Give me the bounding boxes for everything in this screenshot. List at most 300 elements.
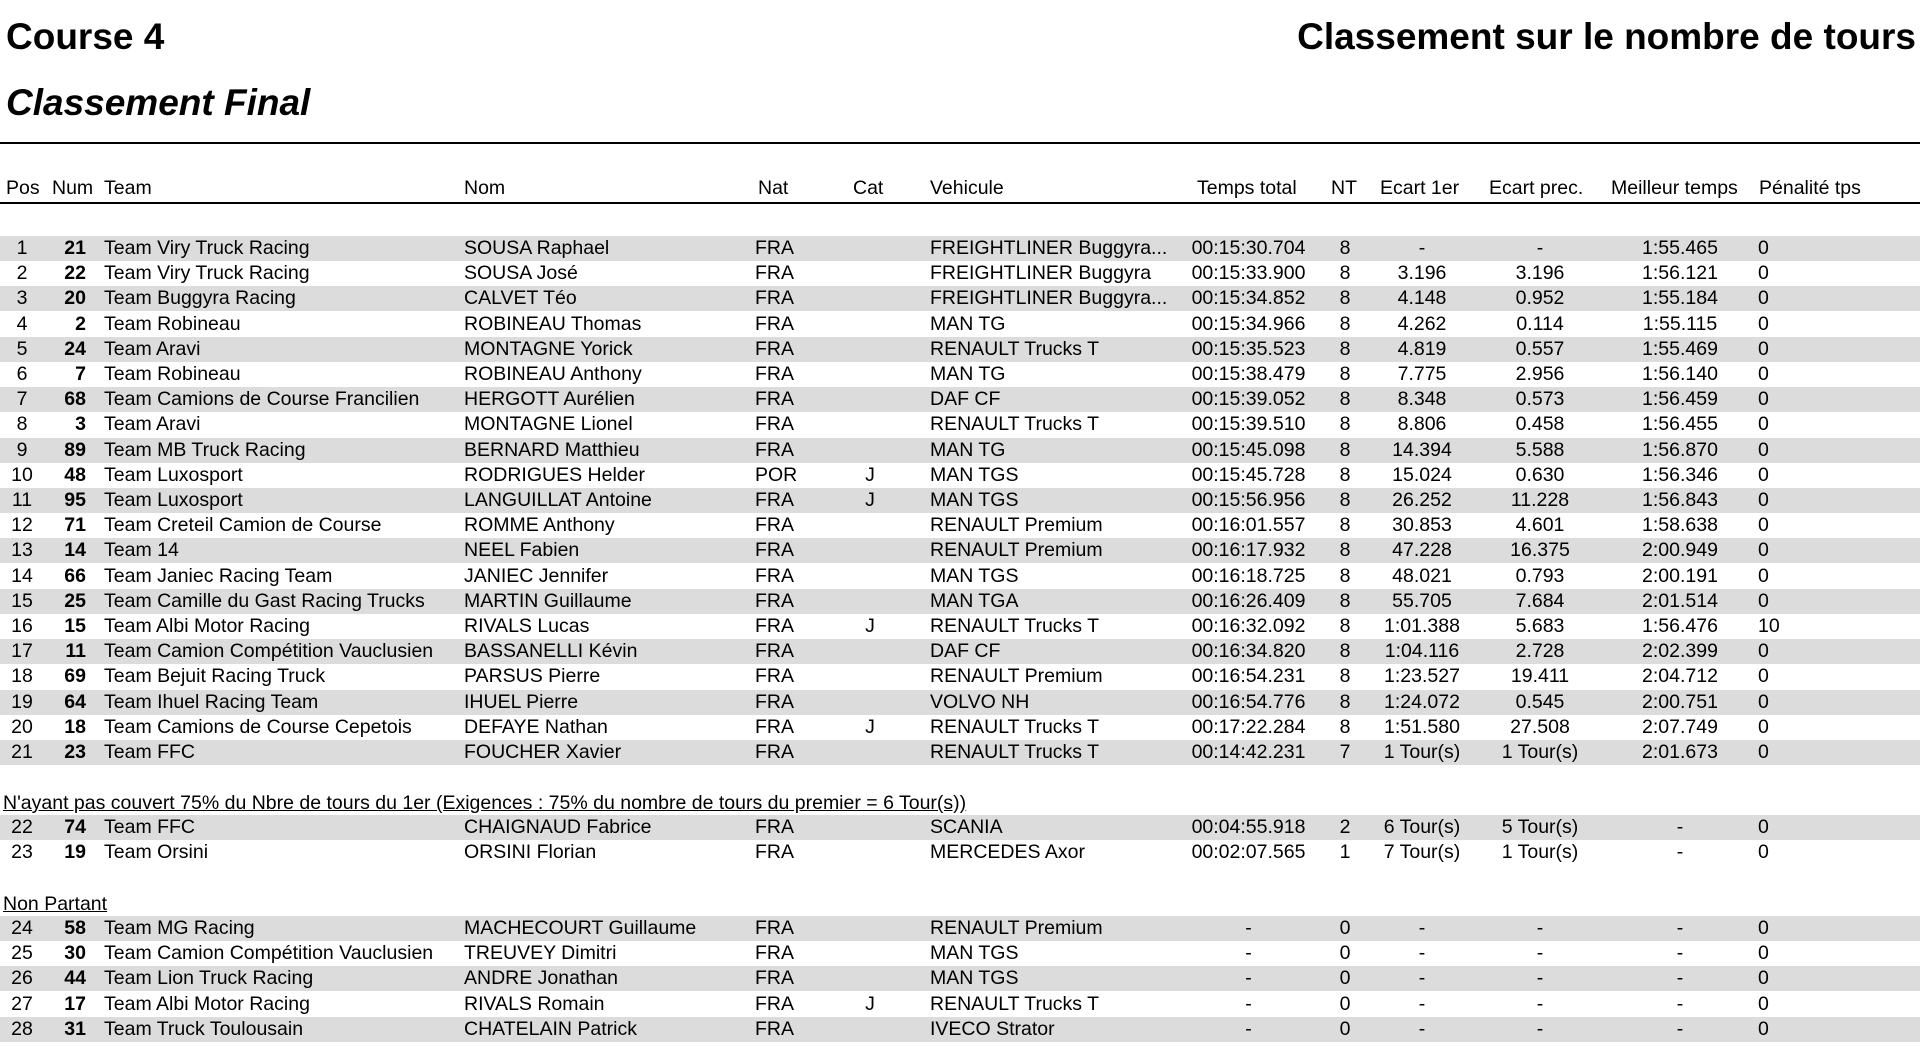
gap-first-cell: 6 Tour(s) [1383,816,1461,838]
driver-name-cell: DEFAYE Nathan [464,715,608,738]
team-cell: Team Albi Motor Racing [104,615,310,637]
car-number-cell: 58 [64,917,86,939]
gap-first-cell: - [1418,992,1426,1015]
team-cell: Team Camions de Course Cepetois [104,715,412,738]
gap-first-cell: 4.262 [1397,312,1447,335]
vehicle-cell: MAN TGA [930,589,1019,612]
table-row [0,387,1920,412]
table-row [0,639,1920,664]
nationality-cell: FRA [755,438,794,461]
classification-type: Classement sur le nombre de tours [1297,16,1916,57]
position-cell: 1 [16,237,28,259]
non-partant-label: Non Partant [3,893,108,915]
team-cell: Team Bejuit Racing Truck [104,665,326,688]
driver-name-cell: MONTAGNE Yorick [464,337,633,360]
gap-previous-cell: 5 Tour(s) [1501,816,1579,838]
team-cell: Team Creteil Camion de Course [104,514,382,537]
gap-previous-cell: 1 Tour(s) [1501,841,1579,864]
gap-previous-cell: 0.952 [1515,287,1565,310]
position-cell: 28 [11,1017,33,1040]
total-time-cell: 00:16:32.092 [1191,615,1306,637]
position-cell: 13 [11,539,33,562]
car-number-cell: 71 [64,514,86,537]
vehicle-cell: DAF CF [930,388,1001,411]
table-row [0,538,1920,563]
gap-previous-cell: 2.728 [1515,640,1565,663]
position-cell: 4 [16,312,28,335]
col-header-nt: NT [1331,177,1357,199]
nationality-cell: FRA [755,917,794,939]
vehicle-cell: FREIGHTLINER Buggyra [930,262,1152,285]
gap-first-cell: 14.394 [1392,438,1452,461]
table-row [0,236,1920,261]
driver-name-cell: CHAIGNAUD Fabrice [464,816,652,838]
gap-first-cell: 1 Tour(s) [1383,741,1461,763]
best-time-cell: - [1676,942,1684,965]
team-cell: Team MG Racing [104,917,255,939]
nationality-cell: FRA [755,690,794,713]
gap-first-cell: 7.775 [1397,363,1447,385]
nationality-cell: FRA [755,741,794,763]
col-header-cat: Cat [853,177,884,199]
nationality-cell: FRA [755,816,794,838]
driver-name-cell: ROMME Anthony [464,514,615,537]
gap-first-cell: 4.148 [1397,287,1447,310]
gap-first-cell: 1:23.527 [1384,665,1460,688]
car-number-cell: 44 [64,967,86,990]
laps-cell: 7 [1339,741,1351,763]
vehicle-cell: RENAULT Premium [930,665,1103,688]
table-row [0,916,1920,941]
total-time-cell: 00:16:01.557 [1191,514,1306,537]
position-cell: 3 [16,287,28,310]
position-cell: 8 [16,413,28,436]
position-cell: 9 [16,438,28,461]
page-subtitle: Classement Final [6,82,311,123]
team-cell: Team FFC [104,741,196,763]
total-time-cell: 00:16:54.231 [1191,665,1306,688]
col-header-penalite: Pénalité tps [1759,177,1861,199]
col-header-pos: Pos [6,177,40,199]
vehicle-cell: MAN TGS [930,564,1019,587]
col-header-ecart-1er: Ecart 1er [1380,177,1460,199]
gap-first-cell: 26.252 [1392,489,1452,511]
driver-name-cell: RIVALS Romain [464,992,605,1015]
laps-cell: 8 [1339,615,1351,637]
nationality-cell: FRA [755,363,794,385]
total-time-cell: 00:02:07.565 [1191,841,1306,864]
vehicle-cell: MAN TGS [930,967,1019,990]
table-row [0,488,1920,513]
laps-cell: 8 [1339,438,1351,461]
car-number-cell: 18 [64,715,86,738]
gap-previous-cell: 0.557 [1515,337,1565,360]
penalty-cell: 0 [1758,967,1769,990]
gap-first-cell: 48.021 [1392,564,1452,587]
laps-cell: 0 [1339,967,1351,990]
gap-previous-cell: 0.793 [1515,564,1565,587]
col-header-vehicule: Vehicule [930,177,1004,199]
penalty-cell: 0 [1758,463,1769,486]
nationality-cell: FRA [755,665,794,688]
laps-cell: 8 [1339,489,1351,511]
gap-previous-cell: - [1536,917,1544,939]
penalty-cell: 0 [1758,690,1769,713]
best-time-cell: 1:55.184 [1642,287,1718,310]
best-time-cell: 1:55.465 [1642,237,1718,259]
car-number-cell: 20 [64,287,86,310]
nationality-cell: FRA [755,992,794,1015]
nationality-cell: FRA [755,514,794,537]
position-cell: 25 [11,942,33,965]
penalty-cell: 0 [1758,287,1769,310]
total-time-cell: 00:16:17.932 [1191,539,1306,562]
laps-cell: 8 [1339,262,1351,285]
table-row [0,589,1920,614]
driver-name-cell: RIVALS Lucas [464,615,590,637]
team-cell: Team Luxosport [104,489,243,511]
gap-previous-cell: 5.588 [1515,438,1565,461]
position-cell: 15 [11,589,33,612]
vehicle-cell: RENAULT Trucks T [930,715,1100,738]
position-cell: 23 [11,841,33,864]
total-time-cell: - [1245,942,1252,965]
nationality-cell: FRA [755,564,794,587]
laps-cell: 8 [1339,640,1351,663]
driver-name-cell: MACHECOURT Guillaume [464,917,697,939]
team-cell: Team Camille du Gast Racing Trucks [104,589,425,612]
laps-cell: 8 [1339,665,1351,688]
penalty-cell: 0 [1758,237,1769,259]
gap-first-cell: 1:01.388 [1384,615,1460,637]
table-row [0,261,1920,286]
table-row [0,966,1920,991]
total-time-cell: 00:15:35.523 [1191,337,1306,360]
driver-name-cell: FOUCHER Xavier [464,741,622,763]
penalty-cell: 10 [1758,615,1780,637]
team-cell: Team Camion Compétition Vauclusien [104,942,434,965]
position-cell: 24 [11,917,33,939]
best-time-cell: - [1676,841,1684,864]
gap-previous-cell: 0.458 [1515,413,1565,436]
gap-previous-cell: 27.508 [1510,715,1570,738]
gap-previous-cell: 0.114 [1516,312,1564,335]
penalty-cell: 0 [1758,363,1769,385]
car-number-cell: 11 [65,640,86,663]
vehicle-cell: RENAULT Premium [930,917,1103,939]
laps-cell: 8 [1339,287,1351,310]
total-time-cell: 00:15:34.852 [1191,287,1306,310]
nationality-cell: FRA [755,262,794,285]
position-cell: 11 [11,489,33,511]
penalty-cell: 0 [1758,438,1769,461]
driver-name-cell: MONTAGNE Lionel [464,413,633,436]
laps-cell: 8 [1339,388,1351,411]
nationality-cell: FRA [755,312,794,335]
gap-previous-cell: 19.411 [1510,665,1570,688]
course-title: Course 4 [6,16,165,57]
vehicle-cell: RENAULT Trucks T [930,615,1100,637]
car-number-cell: 22 [64,262,86,285]
team-cell: Team Camion Compétition Vauclusien [104,640,434,663]
gap-first-cell: 47.228 [1392,539,1452,562]
driver-name-cell: RODRIGUES Helder [464,463,645,486]
table-row [0,992,1920,1017]
vehicle-cell: FREIGHTLINER Buggyra... [930,237,1168,259]
penalty-cell: 0 [1758,715,1769,738]
nationality-cell: FRA [755,841,794,864]
best-time-cell: 2:00.191 [1642,564,1718,587]
car-number-cell: 48 [64,463,86,486]
table-row [0,840,1920,865]
gap-first-cell: - [1418,942,1426,965]
nationality-cell: FRA [755,237,794,259]
gap-previous-cell: - [1536,967,1544,990]
team-cell: Team Lion Truck Racing [104,967,314,990]
penalty-cell: 0 [1758,841,1769,864]
table-row [0,941,1920,966]
team-cell: Team Robineau [104,312,241,335]
total-time-cell: 00:15:45.728 [1191,463,1306,486]
nationality-cell: FRA [755,539,794,562]
best-time-cell: 1:55.115 [1642,312,1718,335]
team-cell: Team Camions de Course Francilien [104,388,420,411]
vehicle-cell: RENAULT Premium [930,514,1103,537]
total-time-cell: 00:14:42.231 [1191,741,1306,763]
nationality-cell: FRA [755,388,794,411]
vehicle-cell: SCANIA [930,816,1003,838]
team-cell: Team FFC [104,816,196,838]
car-number-cell: 7 [75,363,86,385]
top-divider [0,142,1920,144]
laps-cell: 8 [1339,237,1351,259]
total-time-cell: 00:15:56.956 [1191,489,1306,511]
position-cell: 17 [11,640,33,663]
penalty-cell: 0 [1758,741,1769,763]
penalty-cell: 0 [1758,640,1769,663]
penalty-cell: 0 [1758,388,1769,411]
driver-name-cell: TREUVEY Dimitri [464,942,617,965]
car-number-cell: 3 [75,413,86,436]
position-cell: 27 [11,992,33,1015]
table-row [0,690,1920,715]
car-number-cell: 24 [64,337,86,360]
best-time-cell: 1:56.121 [1642,262,1718,285]
position-cell: 14 [11,564,33,587]
nationality-cell: FRA [755,287,794,310]
position-cell: 18 [11,665,33,688]
driver-name-cell: BERNARD Matthieu [464,438,640,461]
car-number-cell: 89 [64,438,86,461]
total-time-cell: - [1245,1017,1252,1040]
best-time-cell: - [1676,992,1684,1015]
car-number-cell: 19 [64,841,86,864]
gap-previous-cell: 11.228 [1510,489,1570,511]
vehicle-cell: MAN TG [930,312,1006,335]
penalty-cell: 0 [1758,262,1769,285]
team-cell: Team Viry Truck Racing [104,237,310,259]
team-cell: Team Orsini [104,841,209,864]
total-time-cell: - [1245,992,1252,1015]
gap-first-cell: 15.024 [1392,463,1452,486]
best-time-cell: - [1676,967,1684,990]
table-row [0,564,1920,589]
nationality-cell: FRA [755,967,794,990]
total-time-cell: - [1245,917,1252,939]
team-cell: Team Ihuel Racing Team [104,690,319,713]
gap-first-cell: 1:04.116 [1384,640,1460,663]
penalty-cell: 0 [1758,665,1769,688]
driver-name-cell: IHUEL Pierre [464,690,579,713]
gap-first-cell: 4.819 [1397,337,1447,360]
driver-name-cell: HERGOTT Aurélien [464,388,635,411]
position-cell: 7 [16,388,28,411]
team-cell: Team Buggyra Racing [104,287,296,310]
gap-previous-cell: 16.375 [1510,539,1570,562]
position-cell: 26 [11,967,33,990]
position-cell: 6 [16,363,28,385]
penalty-cell: 0 [1758,1017,1769,1040]
vehicle-cell: MAN TGS [930,463,1019,486]
team-cell: Team 14 [104,539,179,562]
best-time-cell: - [1676,816,1684,838]
best-time-cell: 2:07.749 [1642,715,1718,738]
gap-previous-cell: 0.545 [1515,690,1565,713]
best-time-cell: 2:01.673 [1642,741,1718,763]
penalty-cell: 0 [1758,413,1769,436]
laps-cell: 8 [1339,463,1351,486]
team-cell: Team Luxosport [104,463,243,486]
driver-name-cell: CHATELAIN Patrick [464,1017,638,1040]
nationality-cell: FRA [755,1017,794,1040]
driver-name-cell: SOUSA Raphael [464,237,610,259]
nationality-cell: FRA [755,589,794,612]
gap-first-cell: 8.348 [1397,388,1447,411]
position-cell: 16 [11,615,33,637]
penalty-cell: 0 [1758,337,1769,360]
best-time-cell: - [1676,1017,1684,1040]
total-time-cell: 00:15:39.510 [1191,413,1306,436]
best-time-cell: 1:56.459 [1642,388,1718,411]
best-time-cell: 2:02.399 [1642,640,1718,663]
nationality-cell: POR [755,463,798,486]
table-row [0,412,1920,437]
gap-previous-cell: - [1536,237,1544,259]
car-number-cell: 15 [64,615,86,637]
vehicle-cell: MAN TGS [930,942,1019,965]
penalty-cell: 0 [1758,539,1769,562]
laps-cell: 2 [1339,816,1351,838]
col-header-temps-total: Temps total [1197,177,1297,199]
position-cell: 21 [11,741,33,763]
vehicle-cell: MAN TGS [930,489,1019,511]
vehicle-cell: RENAULT Premium [930,539,1103,562]
best-time-cell: 2:00.751 [1642,690,1718,713]
col-header-nat: Nat [758,177,789,199]
total-time-cell: 00:16:34.820 [1191,640,1306,663]
vehicle-cell: RENAULT Trucks T [930,337,1100,360]
col-header-ecart-prec: Ecart prec. [1489,177,1584,199]
position-cell: 22 [11,816,33,838]
car-number-cell: 69 [64,665,86,688]
gap-previous-cell: 1 Tour(s) [1501,741,1579,763]
laps-cell: 8 [1339,690,1351,713]
total-time-cell: 00:15:34.966 [1191,312,1306,335]
category-cell: J [865,463,875,486]
car-number-cell: 2 [75,312,86,335]
category-cell: J [865,992,875,1015]
nationality-cell: FRA [755,715,794,738]
vehicle-cell: MAN TG [930,363,1006,385]
gap-first-cell: 8.806 [1397,413,1447,436]
best-time-cell: - [1676,917,1684,939]
driver-name-cell: SOUSA José [464,262,578,285]
table-row [0,815,1920,840]
gap-previous-cell: 7.684 [1515,589,1565,612]
best-time-cell: 2:00.949 [1642,539,1718,562]
total-time-cell: 00:04:55.918 [1191,816,1306,838]
not-covered-label: N'ayant pas couvert 75% du Nbre de tours du 1er (Exigences : 75% du nombre de tours du premier = 6 Tour(s)) [3,792,967,814]
position-cell: 12 [11,514,33,537]
vehicle-cell: VOLVO NH [930,690,1030,713]
laps-cell: 1 [1339,841,1351,864]
driver-name-cell: PARSUS Pierre [464,665,601,688]
driver-name-cell: LANGUILLAT Antoine [464,489,652,511]
penalty-cell: 0 [1758,489,1769,511]
car-number-cell: 30 [64,942,86,965]
gap-first-cell: - [1418,967,1426,990]
nationality-cell: FRA [755,413,794,436]
team-cell: Team Viry Truck Racing [104,262,310,285]
penalty-cell: 0 [1758,589,1769,612]
laps-cell: 8 [1339,715,1351,738]
best-time-cell: 1:56.140 [1642,363,1718,385]
best-time-cell: 1:56.870 [1642,438,1718,461]
total-time-cell: 00:15:33.900 [1191,262,1306,285]
best-time-cell: 1:56.843 [1642,489,1718,511]
table-row [0,362,1920,387]
gap-first-cell: 7 Tour(s) [1383,841,1461,864]
best-time-cell: 1:55.469 [1642,337,1718,360]
driver-name-cell: ORSINI Florian [464,841,597,864]
driver-name-cell: NEEL Fabien [464,539,580,562]
gap-previous-cell: - [1536,992,1544,1015]
car-number-cell: 95 [64,489,86,511]
table-row [0,740,1920,765]
laps-cell: 8 [1339,589,1351,612]
best-time-cell: 2:01.514 [1642,589,1718,612]
col-header-nom: Nom [464,177,506,199]
driver-name-cell: BASSANELLI Kévin [464,640,638,663]
vehicle-cell: MAN TG [930,438,1006,461]
laps-cell: 0 [1339,942,1351,965]
total-time-cell: 00:15:45.098 [1191,438,1306,461]
laps-cell: 8 [1339,337,1351,360]
position-cell: 19 [11,690,33,713]
table-row [0,1017,1920,1042]
car-number-cell: 21 [64,237,86,259]
car-number-cell: 68 [64,388,86,411]
position-cell: 2 [16,262,28,285]
penalty-cell: 0 [1758,992,1769,1015]
vehicle-cell: RENAULT Trucks T [930,741,1100,763]
car-number-cell: 14 [64,539,86,562]
driver-name-cell: ROBINEAU Anthony [464,363,642,385]
table-row [0,312,1920,337]
vehicle-cell: DAF CF [930,640,1001,663]
gap-previous-cell: 3.196 [1515,262,1565,285]
vehicle-cell: FREIGHTLINER Buggyra... [930,287,1168,310]
